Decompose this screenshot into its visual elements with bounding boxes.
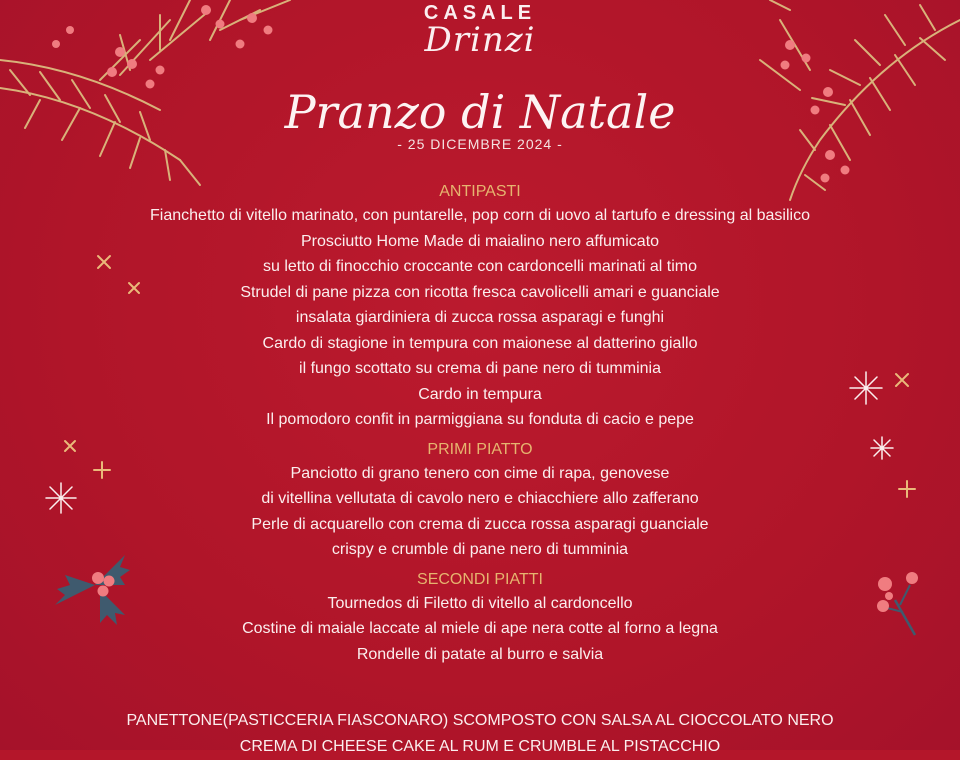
menu-item: Rondelle di patate al burro e salvia	[356, 645, 604, 663]
menu-item: Panciotto di grano tenero con cime di rapa, genovese	[290, 464, 670, 482]
section-title-antipasti: ANTIPASTI	[439, 183, 521, 200]
event-date: - 25 DICEMBRE 2024 -	[397, 136, 563, 152]
menu-item: Fianchetto di vitello marinato, con puntarelle, pop corn di uovo al tartufo e dressing al basilico	[150, 207, 810, 224]
menu-item: Cardo di stagione in tempura con maionese al datterino giallo	[262, 334, 698, 352]
menu-item: crispy e crumble di pane nero di tumminia	[331, 541, 629, 558]
menu-body	[0, 181, 960, 667]
section-title-secondi: SECONDI PIATTI	[417, 570, 543, 588]
menu-item: Costine di maiale laccate al miele di ape nera cotte al forno a legna	[242, 620, 718, 637]
page-title: Pranzo di Natale	[284, 85, 676, 139]
dessert-item: CREMA DI CHEESE CAKE AL RUM E CRUMBLE AL PISTACCHIO	[239, 738, 721, 755]
menu-item: Cardo in tempura	[418, 385, 542, 403]
menu-item: Prosciutto Home Made di maialino nero affumicato	[300, 232, 660, 250]
menu-item: di vitellina vellutata di cavolo nero e chiacchiere allo zafferano	[261, 490, 699, 507]
brand-wordmark: CASALE	[423, 2, 537, 24]
menu-item: su letto di finocchio croccante con cardoncelli marinati al timo	[263, 258, 697, 275]
menu-item: Perle di acquarello con crema di zucca rossa asparagi guanciale	[251, 515, 709, 533]
brand-script: Drinzi	[424, 20, 536, 60]
menu-item: insalata giardiniera di zucca rossa asparagi e funghi	[295, 309, 665, 326]
menu-item: il fungo scottato su crema di pane nero di tumminia	[299, 360, 661, 377]
dessert-item: PANETTONE(PASTICCERIA FIASCONARO) SCOMPOSTO CON SALSA AL CIOCCOLATO NERO	[126, 712, 834, 729]
menu-item: Il pomodoro confit in parmiggiana su fonduta di cacio e pepe	[266, 411, 694, 428]
section-title-primi: PRIMI PIATTO	[427, 440, 533, 458]
menu-item: Strudel di pane pizza con ricotta fresca cavolicelli amari e guanciale	[240, 283, 720, 301]
menu-item: Tournedos di Filetto di vitello al cardoncello	[327, 594, 633, 612]
dessert-section	[0, 708, 960, 760]
